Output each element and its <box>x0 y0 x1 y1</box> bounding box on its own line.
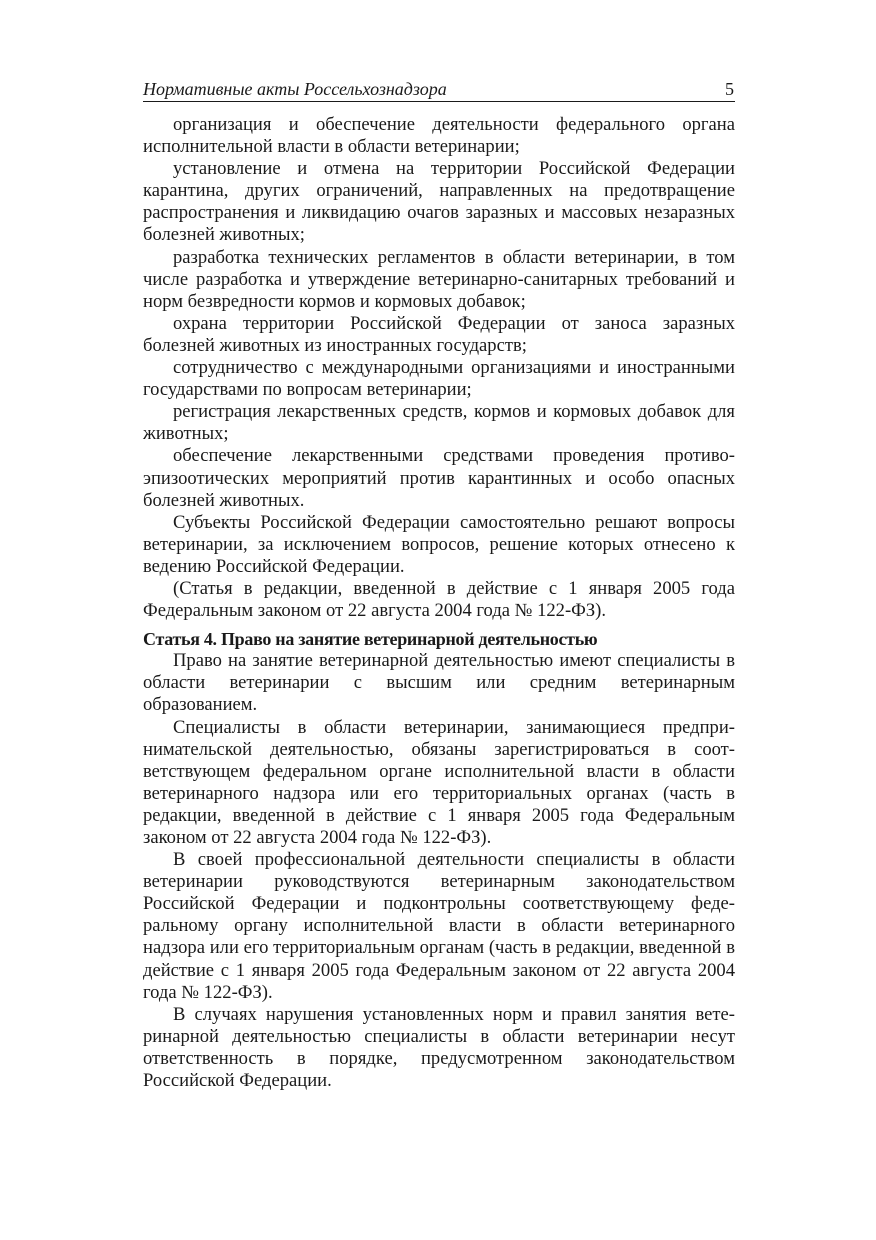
paragraph: Право на занятие ветеринарной деятельностью имеют специалисты в области ветеринарии с высшим или средним ветеринарным образованием. <box>143 650 735 716</box>
body-text <box>143 114 735 1092</box>
paragraph: регистрация лекарственных средств, кормов и кормовых добавок для животных; <box>143 401 735 445</box>
running-title: Нормативные акты Россельхознадзора <box>143 79 447 99</box>
paragraph: организация и обеспечение деятельности федерального органа исполнительной власти в области ветеринарии; <box>143 114 735 158</box>
running-header <box>143 78 735 102</box>
paragraph: (Статья в редакции, введенной в действие с 1 января 2005 года Федеральным законом от 22 августа 2004 года № 122-ФЗ). <box>143 577 735 622</box>
paragraph: В своей профессиональной деятельности специалисты в области ветеринарии руководствуются ветеринарным законодательством Российской Федерации и подконтрольны соответствующему федеральному органу исполнительной власти в области ветеринарного надзора или его территориальным органам (часть в редакции, введенной в действие с 1 января 2005 года Федеральным законом от 22 августа 2004 года № 122-ФЗ). <box>143 849 735 1003</box>
paragraph: Субъекты Российской Федерации самостоятельно решают вопросы ветеринарии, за исключением вопросов, решение которых отнесено к ведению Российской Федерации. <box>143 511 735 577</box>
paragraph: В случаях нарушения установленных норм и правил занятия ветеринарной деятельностью специалисты в области ветеринарии несут ответственность в порядке, предусмотренном законодательством Российской Федерации. <box>143 1003 735 1092</box>
paragraph: Специалисты в области ветеринарии, занимающиеся предпринимательской деятельностью, обязаны зарегистрироваться в соответствующем федеральном органе исполнительной власти в области ветеринарного надзора или его территориальных органах (часть в редакции, введенной в действие с 1 января 2005 года Федеральным законом от 22 августа 2004 года № 122-ФЗ). <box>143 716 735 848</box>
document-page <box>143 78 735 1092</box>
paragraph: охрана территории Российской Федерации от заноса заразных болезней животных из иностранных государств; <box>143 312 735 356</box>
paragraph: разработка технических регламентов в области ветеринарии, в том числе разработка и утверждение ветеринарно-санитарных требований и норм безвредности кормов и кормовых добавок; <box>143 246 735 312</box>
paragraph: сотрудничество с международными организациями и иностранными государствами по вопросам ветеринарии; <box>143 357 735 401</box>
article-heading: Статья 4. Право на занятие ветеринарной деятельностью <box>143 629 598 650</box>
paragraph: обеспечение лекарственными средствами проведения противоэпизоотических мероприятий против карантинных и особо опасных болезней животных. <box>143 445 735 511</box>
paragraph: установление и отмена на территории Российской Федерации карантина, других ограничений, направленных на предотвращение распространения и ликвидацию очагов заразных и массовых незаразных болезней животных; <box>143 158 735 246</box>
page-number: 5 <box>725 79 734 99</box>
